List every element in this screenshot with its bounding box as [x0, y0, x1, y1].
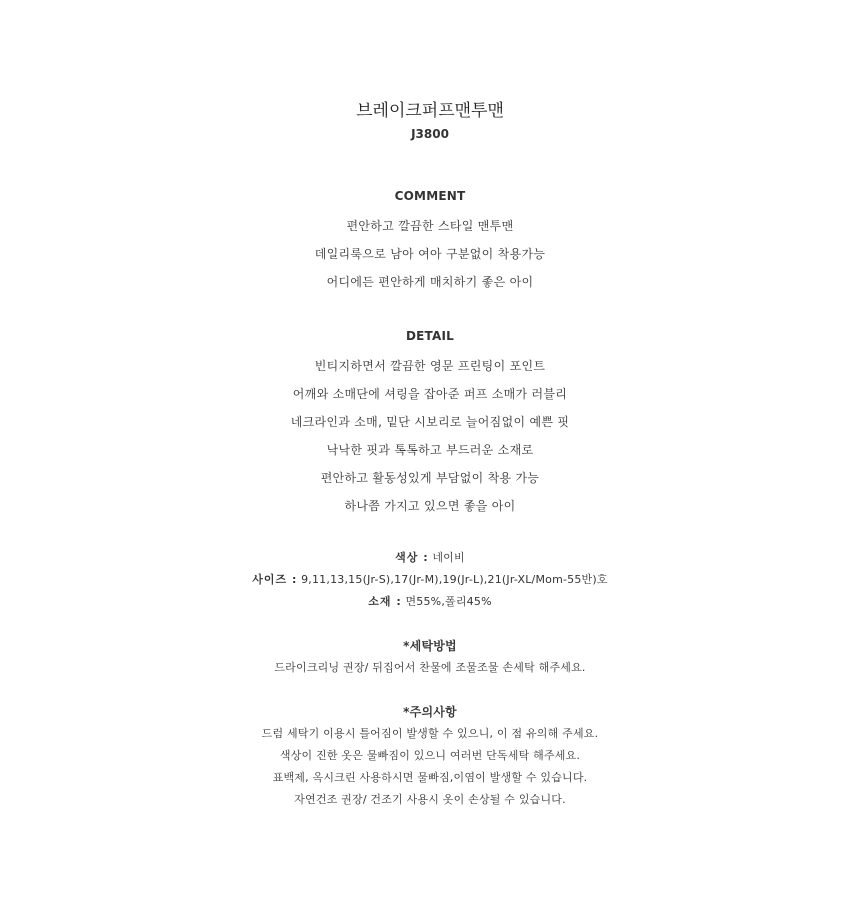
detail-line: 네크라인과 소매, 밑단 시보리로 늘어짐없이 예쁜 핏 — [290, 415, 570, 429]
comment-line: 편안하고 깔끔한 스타일 맨투맨 — [346, 219, 514, 233]
size-label: 사이즈 : — [252, 573, 298, 586]
material-value: 면55%,폴리45% — [405, 595, 492, 608]
color-value: 네이비 — [432, 551, 465, 564]
detail-line: 어깨와 소매단에 셔링을 잡아준 퍼프 소매가 러블리 — [292, 387, 568, 401]
detail-line: 낙낙한 핏과 톡톡하고 부드러운 소재로 — [326, 443, 534, 457]
material-info — [0, 593, 860, 609]
caution-line: 표백제, 옥시크린 사용하시면 물빠짐,이염이 발생할 수 있습니다. — [272, 771, 588, 784]
size-info — [0, 571, 860, 587]
caution-line: 드럼 세탁기 이용시 틀어짐이 발생할 수 있으니, 이 점 유의해 주세요. — [261, 727, 599, 740]
comment-line: 데일리룩으로 남아 여아 구분없이 착용가능 — [314, 247, 546, 261]
material-label: 소재 : — [368, 595, 402, 608]
size-value: 9,11,13,15(Jr-S),17(Jr-M),19(Jr-L),21(Jr-XL/Mom-55반)호 — [301, 573, 608, 586]
detail-line: 편안하고 활동성있게 부담없이 착용 가능 — [320, 471, 540, 485]
detail-line: 하나쯤 가지고 있으면 좋을 아이 — [344, 499, 516, 513]
color-label: 색상 : — [395, 551, 429, 564]
washing-line: 드라이크리닝 권장/ 뒤집어서 찬물에 조물조물 손세탁 해주세요. — [274, 661, 586, 674]
detail-heading: DETAIL — [405, 329, 454, 343]
product-code: J3800 — [411, 127, 449, 141]
washing-heading: *세탁방법 — [403, 639, 457, 653]
caution-line: 색상이 진한 옷은 물빠짐이 있으니 여러번 단독세탁 해주세요. — [279, 749, 581, 762]
detail-line: 빈티지하면서 깔끔한 영문 프린팅이 포인트 — [314, 359, 546, 373]
caution-line: 자연건조 권장/ 건조기 사용시 옷이 손상될 수 있습니다. — [294, 793, 566, 806]
color-info — [0, 549, 860, 565]
comment-line: 어디에든 편안하게 매치하기 좋은 아이 — [326, 275, 534, 289]
comment-heading: COMMENT — [394, 189, 466, 203]
caution-heading: *주의사항 — [403, 705, 457, 719]
product-name: 브레이크퍼프맨투맨 — [356, 101, 504, 121]
